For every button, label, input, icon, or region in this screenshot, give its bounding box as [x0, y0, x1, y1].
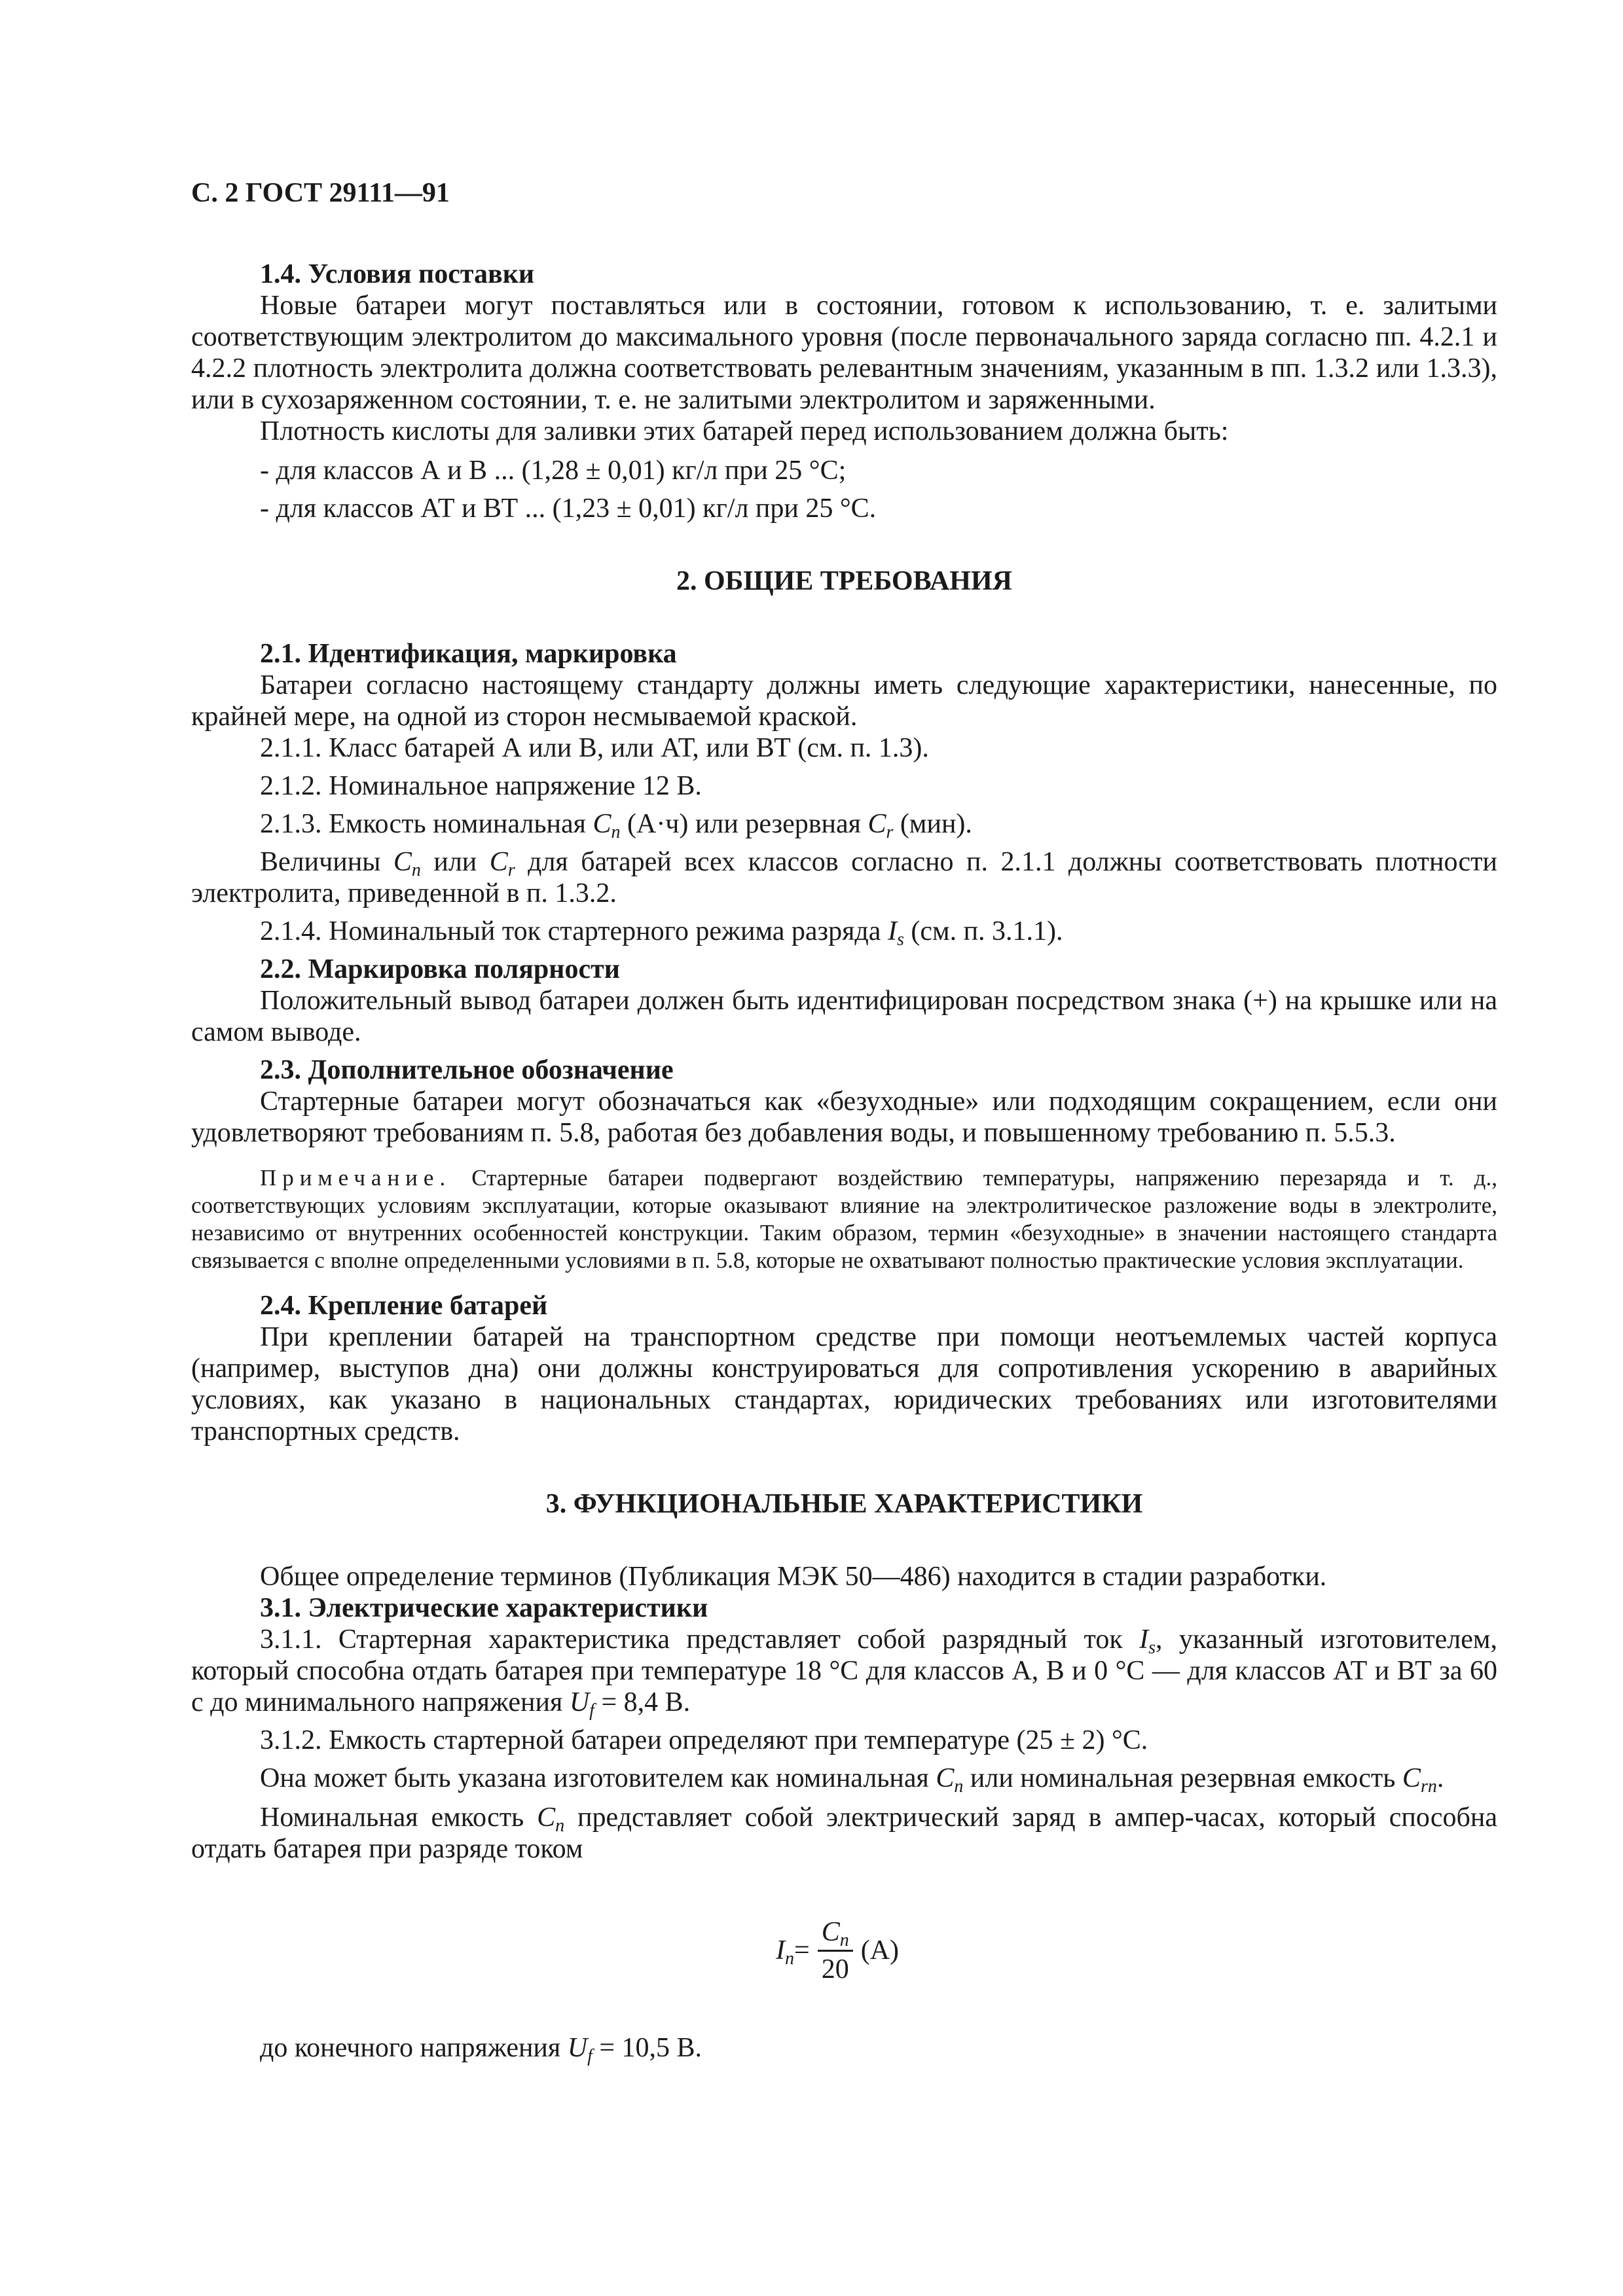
item-2-1-4: 2.1.4. Номинальный ток стартерного режима разряда $I_s$ (см. п. 3.1.1).: [260, 916, 1063, 950]
formula-fraction: $\frac{C_n}{20}$: [818, 1917, 853, 1984]
section-3-1-2-paragraph-2: Номинальная емкость $C_n$ представляет собой электрический заряд в ампер-часах, который способна отдать батарея при разряде током: [191, 1803, 1498, 1864]
section-3-heading: 3. ФУНКЦИОНАЛЬНЫЕ ХАРАКТЕРИСТИКИ: [545, 1489, 1143, 1519]
section-2-3-paragraph: Стартерные батареи могут обозначаться как «безуходные» или подходящим сокращением, если они удовлетворяют требованиям п. 5.8, работая без добавления воды, и повышенному требованию п. 5.5.3.: [191, 1086, 1497, 1148]
document-page: [191, 177, 1497, 2064]
section-2-1-paragraph-1: Батареи согласно настоящему стандарту должны иметь следующие характеристики, нанесенные, по крайней мере, на одной из сторон несмываемой краской.: [191, 670, 1497, 732]
section-2-3-note: [191, 1164, 1497, 1274]
section-1-4-list-item-1: - для классов А и В ... (1,28 ± 0,01) кг/л при 25 °С;: [260, 456, 847, 486]
section-1-4-list-item-2: - для классов АТ и ВТ ... (1,23 ± 0,01) кг/л при 25 °С.: [260, 493, 877, 524]
section-1-4-paragraph-1: Новые батареи могут поставляться или в состоянии, готовом к использованию, т. е. залитыми соответствующим электролитом до максимального уровня (после первоначального заряда согласно пп. 4.2.1 и 4.2.2 плотность электролита должна соответствовать релевантным значениям, указанным в пп. 1.3.2 или 1.3.3), или в сухозаряженном состоянии, т. е. не залитыми электролитом и заряженными.: [191, 291, 1497, 415]
note-label: Примечание.: [260, 1165, 452, 1191]
item-3-1-2: 3.1.2. Емкость стартерной батареи определяют при температуре (25 ± 2) °С.: [260, 1725, 1148, 1755]
section-2-3-title: 2.3. Дополнительное обозначение: [260, 1055, 674, 1085]
note-text: Стартерные батареи подвергают воздействию температуры, напряжению перезаряда и т. д., соответствующих условиям эксплуатации, которые оказывают влияние на электролитическое разложение воды в электролите, независимо от внутренних особенностей конструкции. Таким образом, термин «безуходные» в значении настоящего стандарта связывается с вполне определенными условиями в п. 5.8, которые не охватывают полностью практические условия эксплуатации.: [191, 1165, 1497, 1273]
final-voltage-line: до конечного напряжения $U_f = 10,5$ В.: [260, 2033, 702, 2066]
section-2-1-title: 2.1. Идентификация, маркировка: [260, 639, 677, 669]
section-2-2-paragraph: Положительный вывод батареи должен быть идентифицирован посредством знака (+) на крышке или на самом выводе.: [191, 986, 1497, 1047]
section-1-4-paragraph-2: Плотность кислоты для заливки этих батарей перед использованием должна быть:: [260, 416, 1229, 446]
running-header: С. 2 ГОСТ 29111—91: [191, 178, 450, 208]
section-1-4-title: 1.4. Условия поставки: [260, 259, 535, 289]
item-2-1-1: 2.1.1. Класс батарей А или В, или АТ, или ВТ (см. п. 1.3).: [260, 733, 929, 763]
section-2-4-paragraph: При креплении батарей на транспортном средстве при помощи неотъемлемых частей корпуса (например, выступов дна) они должны конструироваться для сопротивления ускорению в аварийных условиях, как указано в национальных стандартах, юридических требованиях или изготовителями транспортных средств.: [191, 1322, 1497, 1446]
item-3-1-1: 3.1.1. Стартерная характеристика представляет собой разрядный ток $I_s$, указанный изготовителем, который способна отдать батарея при температуре 18 °С для классов А, В и 0 °С — для классов АТ и ВТ за 60 с до минимального напряжения $U_f = 8,4$ В.: [191, 1624, 1497, 1721]
item-2-1-3: 2.1.3. Емкость номинальная $C_n$ (А·ч) или резервная $C_r$ (мин).: [260, 809, 972, 842]
section-2-1-paragraph-2: Величины $C_n$ или $C_r$ для батарей всех классов согласно п. 2.1.1 должны соответствовать плотности электролита, приведенной в п. 1.3.2.: [191, 847, 1497, 908]
item-2-1-2: 2.1.2. Номинальное напряжение 12 В.: [260, 771, 702, 801]
section-3-1-2-paragraph-1: Она может быть указана изготовителем как номинальная $C_n$ или номинальная резервная емкость $C_{rn}$.: [260, 1763, 1444, 1797]
section-3-1-title: 3.1. Электрические характеристики: [260, 1593, 708, 1623]
section-2-4-title: 2.4. Крепление батарей: [260, 1291, 548, 1321]
formula-nominal-current: [191, 1888, 1497, 2013]
formula-expression: $I_n$ = $\frac{C_n}{20}$ (А): [776, 1916, 900, 1984]
section-2-heading: 2. ОБЩИЕ ТРЕБОВАНИЯ: [676, 566, 1012, 596]
section-2-2-title: 2.2. Маркировка полярности: [260, 954, 620, 984]
section-3-intro: Общее определение терминов (Публикация МЭК 50—486) находится в стадии разработки.: [260, 1562, 1327, 1592]
